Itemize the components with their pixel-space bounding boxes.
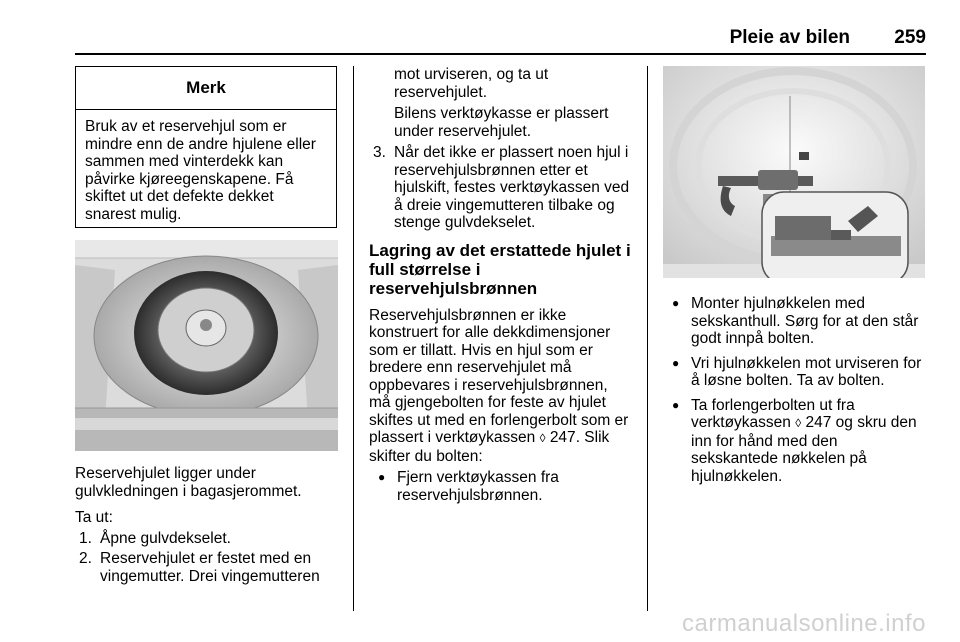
left-column: [75, 465, 343, 585]
page-reference-link[interactable]: 247: [549, 429, 576, 446]
bullet-text: Fjern verktøykassen fra reservehjulsbrønnen.: [397, 469, 559, 504]
removal-intro: Ta ut:: [75, 509, 113, 526]
spare-wheel-photo: [75, 240, 338, 451]
step-1: [75, 530, 343, 548]
wheel-wrench-illustration: [663, 66, 925, 278]
reference-arrow-icon: ◊: [539, 431, 546, 445]
step-2-continued: [369, 66, 633, 101]
note-heading: Merk: [76, 67, 336, 110]
section-paragraph: Reservehjulsbrønnen er ikke konstruert for alle dekkdimensjoner som er tillatt. Hvis en hjul som er bredere enn reservehjulet må oppbevares i reservehjulsbrønnen, må gjengebolten for feste av hjulet skiftes ut med en forlengerbolt som er plassert i verktøykassen ◊ 247. Slik skifter du bolten:: [369, 306, 629, 465]
page-number: 259: [894, 27, 926, 48]
bullet-text: Vri hjulnøkkelen mot urviseren for å løsne bolten. Ta av bolten.: [691, 354, 922, 389]
step-text: Når det ikke er plassert noen hjul i reservehjulsbrønnen etter et hjulskift, festes verktøykassen ved å dreie vingemutteren tilbake og stenge gulvdekselet.: [394, 144, 630, 231]
page-reference-link[interactable]: 247: [805, 414, 832, 431]
bullet-text: Monter hjulnøkkelen med sekskanthull. Sørg for at den står godt innpå bolten.: [691, 295, 919, 347]
step-2: [75, 550, 343, 585]
right-column: [663, 295, 927, 485]
photo-caption: Reservehjulet ligger under gulvkledningen i bagasjerommet.: [75, 465, 302, 500]
step-3: [369, 144, 633, 232]
column-divider-2: [647, 66, 648, 611]
step-text: mot urviseren, og ta ut reservehjulet.: [394, 66, 549, 101]
step-number: 3.: [373, 144, 386, 161]
watermark: carmanualsonline.info: [682, 610, 926, 637]
bullet-icon: ●: [378, 470, 386, 484]
reference-arrow-icon: ◊: [795, 416, 802, 430]
bullet-item: [663, 397, 927, 486]
bullet-text: Ta forlengerbolten ut fra verktøykassen ◊ 247 og skru den inn for hånd med den sekskantede nøkkelen på hjulnøkkelen.: [691, 396, 917, 485]
bullet-item: [663, 295, 927, 348]
step-text: Åpne gulvdekselet.: [100, 529, 231, 547]
page-header-title: Pleie av bilen: [729, 27, 850, 48]
middle-column: [369, 66, 633, 504]
step-number: 1.: [79, 529, 92, 547]
bullet-item: [369, 469, 633, 504]
step-2-sub: [369, 105, 633, 140]
note-box: [75, 66, 337, 228]
bullet-icon: ●: [672, 296, 680, 310]
step-number: 2.: [79, 550, 92, 567]
section-heading: Lagring av det erstattede hjulet i full størrelse i reservehjulsbrønnen: [369, 240, 631, 298]
step-text: Reservehjulet er festet med en vingemutter. Drei vingemutteren: [100, 550, 320, 585]
bullet-item: [663, 355, 927, 390]
column-divider-1: [353, 66, 354, 611]
step-text: Bilens verktøykasse er plassert under reservehjulet.: [394, 105, 609, 140]
bullet-icon: ●: [672, 355, 680, 370]
note-text: Bruk av et reservehjul som er mindre enn de andre hjulene eller sammen med vinterdekk kan påvirke kjøreegenskapene. Få skiftet ut det defekte dekket snarest mulig.: [85, 118, 316, 223]
bullet-icon: ●: [672, 397, 680, 412]
header-rule: [75, 53, 926, 55]
